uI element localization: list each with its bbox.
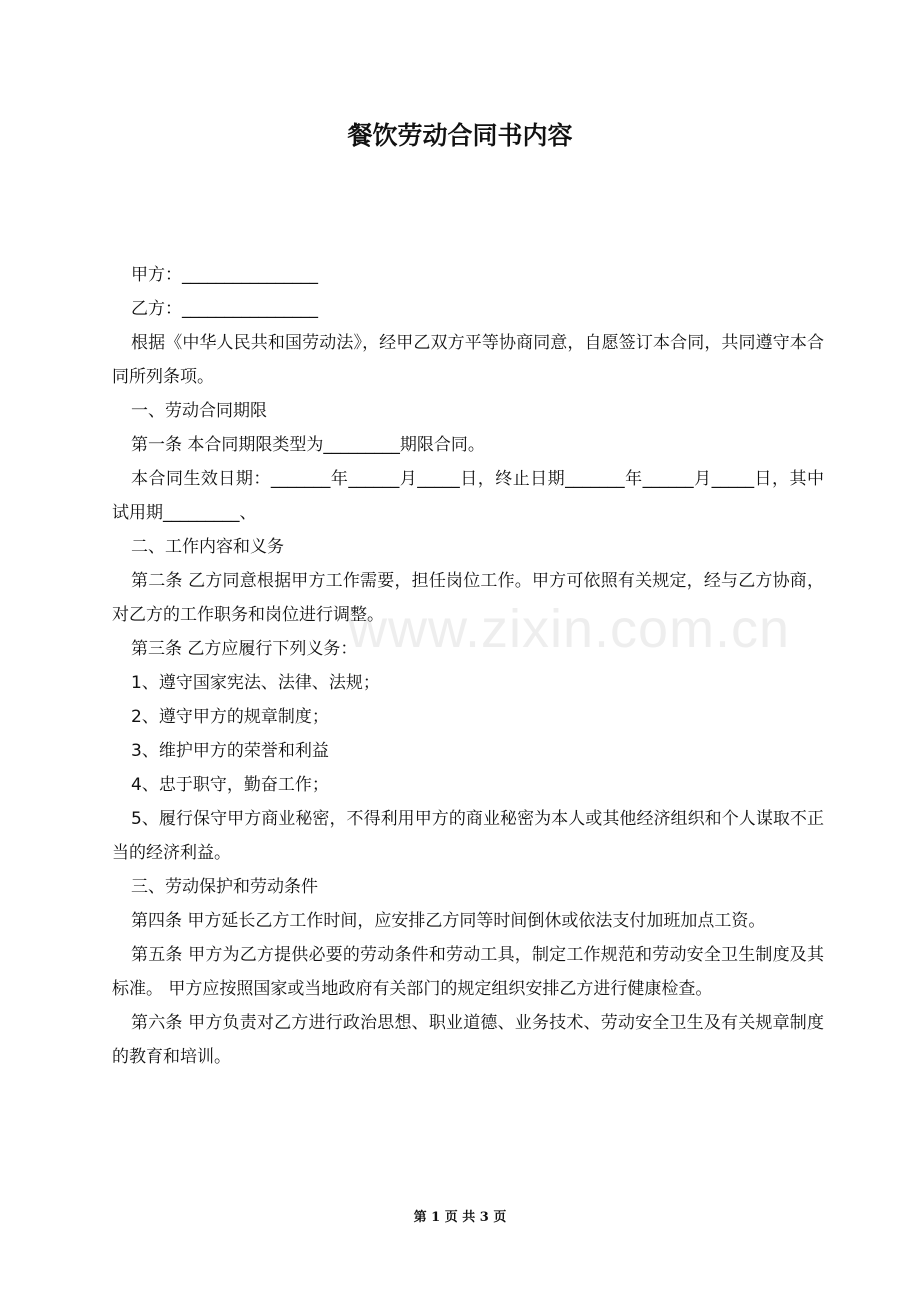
article-paragraph: 第一条 本合同期限类型为_________期限合同。 — [131, 435, 485, 455]
list-item: 4、忠于职守，勤奋工作； — [131, 775, 329, 795]
document-title: 餐饮劳动合同书内容 — [347, 121, 573, 150]
article-paragraph: 第五条 甲方为乙方提供必要的劳动条件和劳动工具，制定工作规范和劳动安全卫生制度及其标准。 甲方应按照国家或当地政府有关部门的规定组织安排乙方进行健康检查。 — [112, 945, 824, 999]
list-item: 1、遵守国家宪法、法律、法规； — [131, 673, 380, 693]
article-paragraph: 第三条 乙方应履行下列义务： — [131, 639, 358, 659]
section-heading: 二、工作内容和义务 — [131, 537, 284, 557]
list-item: 5、履行保守甲方商业秘密，不得利用甲方的商业秘密为本人或其他经济组织和个人谋取不正当的经济利益。 — [112, 809, 824, 863]
party-b-line: 乙方：________________ — [131, 299, 318, 319]
article-paragraph: 第四条 甲方延长乙方工作时间，应安排乙方同等时间倒休或依法支付加班加点工资。 — [131, 911, 766, 931]
list-item: 3、维护甲方的荣誉和利益 — [131, 741, 329, 761]
article-paragraph: 第六条 甲方负责对乙方进行政治思想、职业道德、业务技术、劳动安全卫生及有关规章制度的教育和培训。 — [112, 1013, 824, 1067]
preamble-paragraph: 根据《中华人民共和国劳动法》，经甲乙双方平等协商同意，自愿签订本合同，共同遵守本合同所列条项。 — [112, 333, 824, 387]
contract-dates-paragraph: 本合同生效日期：_______年______月_____日，终止日期_______年______月_____日，其中试用期_________、 — [112, 469, 824, 523]
watermark-text: www.zixin.com.cn — [348, 599, 791, 659]
section-heading: 一、劳动合同期限 — [131, 401, 267, 421]
section-heading: 三、劳动保护和劳动条件 — [131, 877, 318, 897]
list-item: 2、遵守甲方的规章制度； — [131, 707, 329, 727]
article-paragraph: 第二条 乙方同意根据甲方工作需要，担任岗位工作。甲方可依照有关规定，经与乙方协商，对乙方的工作职务和岗位进行调整。 — [112, 571, 824, 625]
page-number-footer: 第 1 页 共 3 页 — [413, 1210, 507, 1225]
document-body — [112, 258, 824, 1074]
party-a-line: 甲方：________________ — [131, 265, 318, 285]
